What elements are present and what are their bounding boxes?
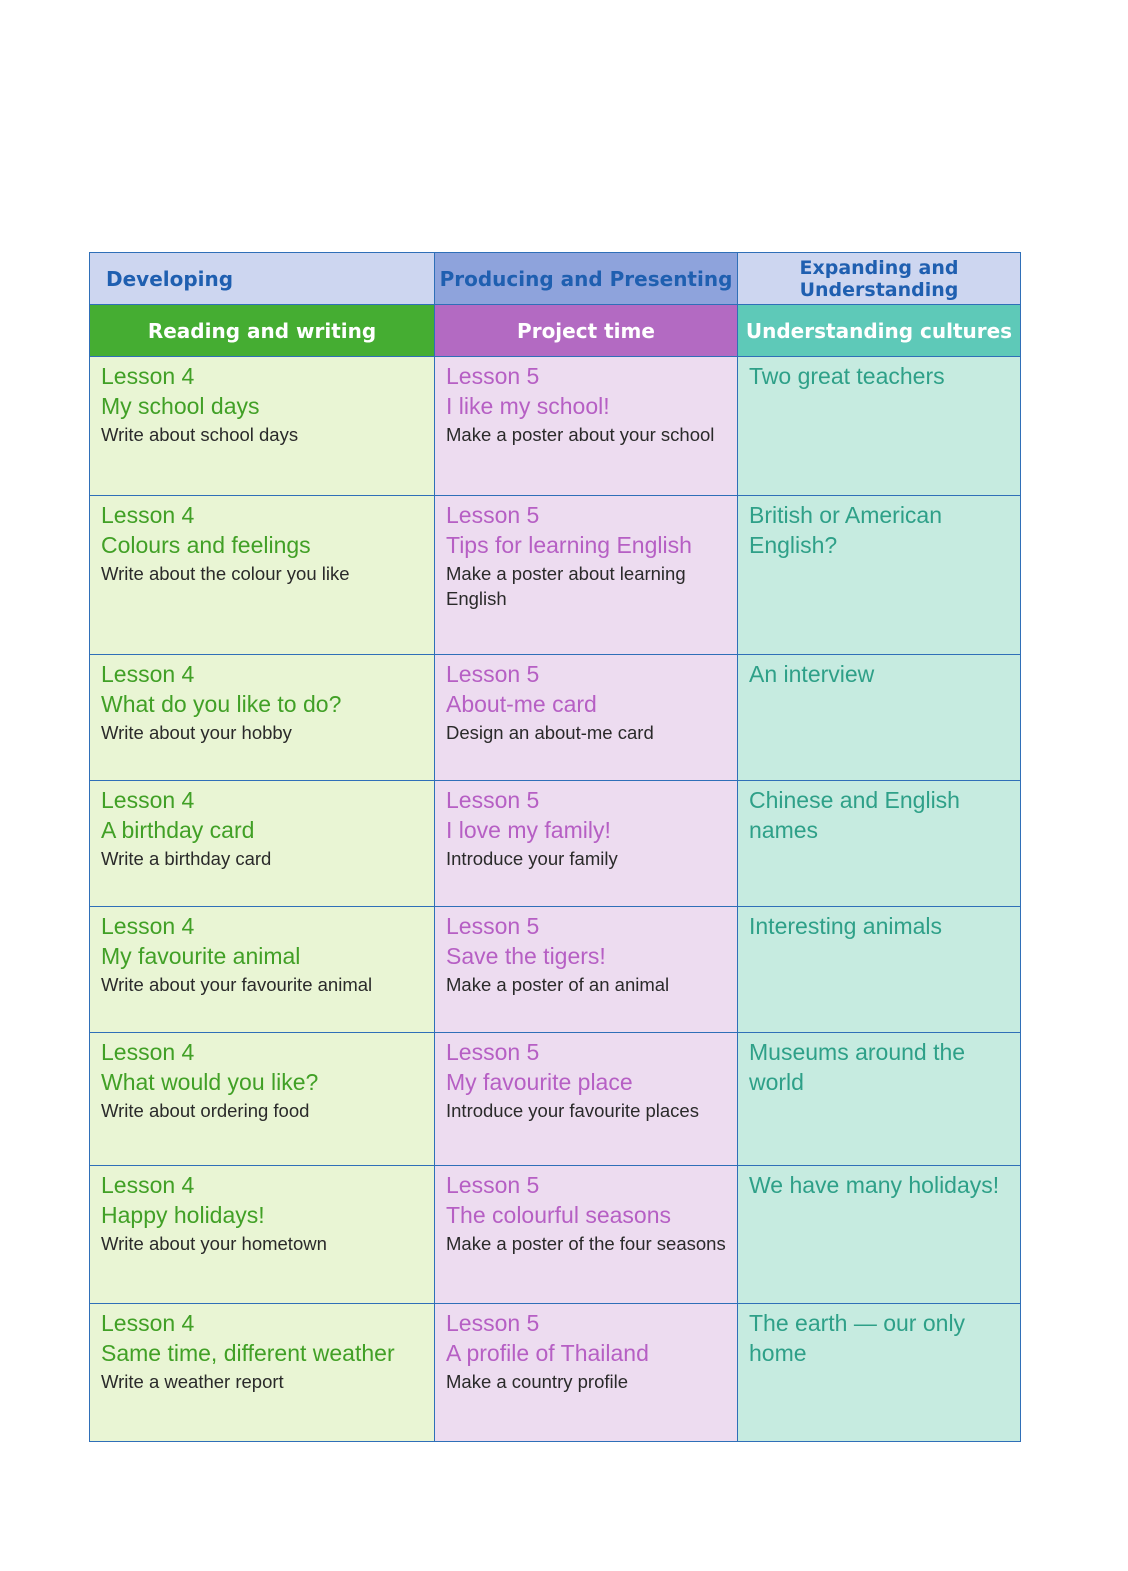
unit-row: [90, 655, 1021, 781]
lesson-number: Lesson 4: [101, 363, 195, 389]
unit-row: [90, 1166, 1021, 1304]
lesson-task: Make a poster of an animal: [446, 974, 670, 995]
lesson-task: Introduce your favourite places: [446, 1100, 699, 1121]
lesson-task: Introduce your family: [446, 848, 618, 869]
lesson-title: My favourite place: [446, 1069, 633, 1095]
project-time-cell: [435, 496, 738, 655]
culture-topic: An interview: [749, 661, 875, 687]
lesson-task: Write a birthday card: [101, 848, 272, 869]
project-time-cell: [435, 1304, 738, 1442]
lesson-title: I love my family!: [446, 817, 611, 843]
section-reading-writing: Reading and writing: [90, 305, 435, 357]
lesson-number: Lesson 4: [101, 1172, 195, 1198]
lesson-title: I like my school!: [446, 393, 610, 419]
unit-row: [90, 496, 1021, 655]
project-time-cell: [435, 1166, 738, 1304]
understanding-cultures-cell: [738, 781, 1021, 907]
reading-writing-cell: [90, 781, 435, 907]
lesson-number: Lesson 5: [446, 363, 540, 389]
stage-developing: Developing: [90, 253, 435, 305]
understanding-cultures-cell: [738, 907, 1021, 1033]
stage-header-row: [90, 253, 1021, 305]
lesson-number: Lesson 5: [446, 502, 540, 528]
lesson-number: Lesson 5: [446, 787, 540, 813]
lesson-task: Make a poster about learning English: [446, 563, 686, 609]
culture-topic: Chinese and English names: [749, 787, 960, 843]
lesson-task: Write about your favourite animal: [101, 974, 373, 995]
lesson-number: Lesson 4: [101, 1310, 195, 1336]
understanding-cultures-cell: [738, 496, 1021, 655]
unit-row: [90, 781, 1021, 907]
culture-topic: British or American English?: [749, 502, 943, 558]
understanding-cultures-cell: [738, 357, 1021, 496]
reading-writing-cell: [90, 1304, 435, 1442]
unit-row: [90, 357, 1021, 496]
understanding-cultures-cell: [738, 655, 1021, 781]
reading-writing-cell: [90, 907, 435, 1033]
lesson-task: Make a poster of the four seasons: [446, 1233, 726, 1254]
reading-writing-cell: [90, 1166, 435, 1304]
lesson-number: Lesson 5: [446, 661, 540, 687]
lesson-title: Same time, different weather: [101, 1340, 395, 1366]
lesson-title: A profile of Thailand: [446, 1340, 649, 1366]
lesson-title: Colours and feelings: [101, 532, 311, 558]
culture-topic: We have many holidays!: [749, 1172, 1000, 1198]
reading-writing-cell: [90, 1033, 435, 1166]
contents-table: [89, 252, 1021, 1442]
lesson-task: Design an about-me card: [446, 722, 654, 743]
culture-topic: Two great teachers: [749, 363, 945, 389]
understanding-cultures-cell: [738, 1166, 1021, 1304]
lesson-task: Write about your hometown: [101, 1233, 327, 1254]
lesson-task: Make a poster about your school: [446, 424, 715, 445]
project-time-cell: [435, 907, 738, 1033]
lesson-number: Lesson 4: [101, 913, 195, 939]
project-time-cell: [435, 1033, 738, 1166]
lesson-title: A birthday card: [101, 817, 255, 843]
project-time-cell: [435, 781, 738, 907]
project-time-cell: [435, 655, 738, 781]
lesson-task: Write about ordering food: [101, 1100, 310, 1121]
lesson-number: Lesson 4: [101, 661, 195, 687]
lesson-title: About-me card: [446, 691, 597, 717]
lesson-task: Write about the colour you like: [101, 563, 350, 584]
section-understanding-cultures: Understanding cultures: [738, 305, 1021, 357]
lesson-title: What do you like to do?: [101, 691, 342, 717]
lesson-number: Lesson 4: [101, 787, 195, 813]
lesson-title: Save the tigers!: [446, 943, 606, 969]
lesson-title: My favourite animal: [101, 943, 301, 969]
lesson-title: Happy holidays!: [101, 1202, 265, 1228]
stage-expanding-understanding: Expanding and Understanding: [738, 253, 1021, 305]
unit-row: [90, 1304, 1021, 1442]
lesson-number: Lesson 4: [101, 1039, 195, 1065]
reading-writing-cell: [90, 496, 435, 655]
lesson-task: Write about your hobby: [101, 722, 292, 743]
understanding-cultures-cell: [738, 1033, 1021, 1166]
reading-writing-cell: [90, 655, 435, 781]
culture-topic: Museums around the world: [749, 1039, 966, 1095]
culture-topic: Interesting animals: [749, 913, 943, 939]
lesson-number: Lesson 5: [446, 1172, 540, 1198]
lesson-title: Tips for learning English: [446, 532, 692, 558]
lesson-number: Lesson 4: [101, 502, 195, 528]
lesson-task: Write about school days: [101, 424, 299, 445]
reading-writing-cell: [90, 357, 435, 496]
lesson-task: Write a weather report: [101, 1371, 284, 1392]
lesson-title: What would you like?: [101, 1069, 319, 1095]
culture-topic: The earth — our only home: [749, 1310, 966, 1366]
unit-row: [90, 1033, 1021, 1166]
lesson-number: Lesson 5: [446, 913, 540, 939]
stage-producing-presenting: Producing and Presenting: [435, 253, 738, 305]
section-header-row: [90, 305, 1021, 357]
lesson-title: My school days: [101, 393, 260, 419]
project-time-cell: [435, 357, 738, 496]
understanding-cultures-cell: [738, 1304, 1021, 1442]
lesson-title: The colourful seasons: [446, 1202, 672, 1228]
lesson-number: Lesson 5: [446, 1039, 540, 1065]
lesson-task: Make a country profile: [446, 1371, 629, 1392]
unit-row: [90, 907, 1021, 1033]
section-project-time: Project time: [435, 305, 738, 357]
lesson-number: Lesson 5: [446, 1310, 540, 1336]
